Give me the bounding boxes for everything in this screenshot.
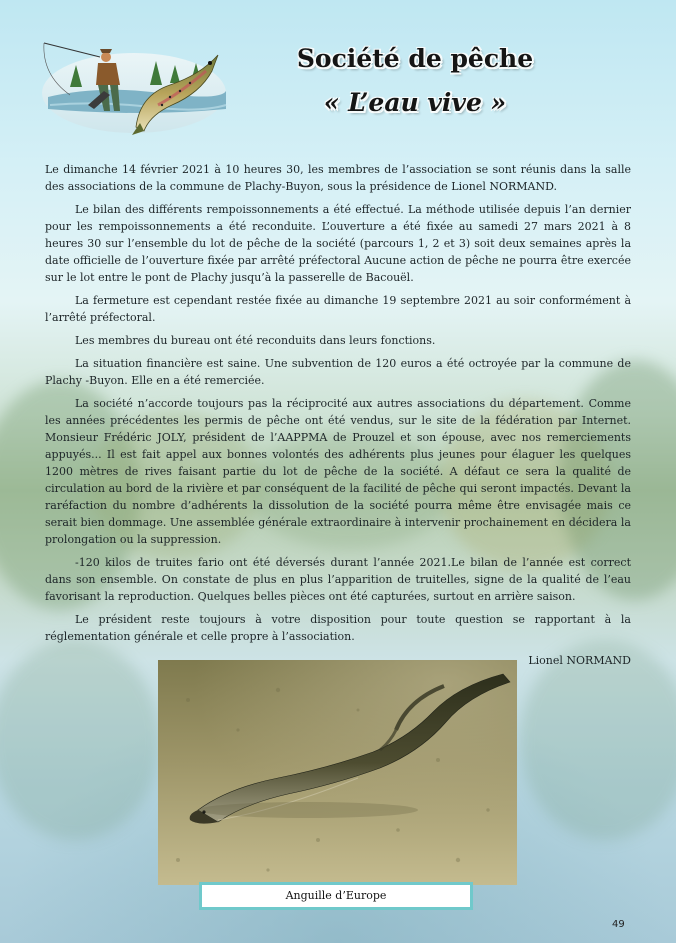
article-paragraph: La situation financière est saine. Une subvention de 120 euros a été octroyée par la commune de Plachy -Buyon. Elle en a été remerciée. [45, 357, 631, 387]
article-paragraph: La société n’accorde toujours pas la réciprocité aux autres associations du département. Comme les années précédentes les permis de pêche ont été vendus, sur le site de la fédération par Internet. Monsieur Frédéric JOLY, président de l’AAPPMA de Prouzel et son épouse, avec nos remerciements appuyés... Il est fait appel aux bonnes volontés des adhérents plus jeunes pour élaguer les quelques 1200 mètres de rives faisant partie du lot de pêche de la société. A défaut ce sera la qualité de circulation au bord de la rivière et par conséquent de la facilité de pêche qui seront impactés. Devant la raréfaction du nombre d’adhérents la dissolution de la société pourra même être envisagée mais ce serait bien dommage. Une assemblée générale extraordinaire à intervenir prochainement en décidera la prolongation ou la suppression. [45, 397, 631, 546]
page-subtitle: « L’eau vive » [323, 88, 507, 117]
page-number: 49 [612, 919, 625, 930]
background-reflection [520, 640, 676, 840]
fisherman-trout-logo [40, 35, 228, 137]
photo-caption: Anguille d’Europe [199, 882, 473, 910]
eel-photo [158, 660, 517, 885]
background-reflection [0, 640, 160, 840]
page-title: Société de pêche [296, 44, 534, 73]
article-paragraph: Le bilan des différents rempoissonnements a été effectué. La méthode utilisée depuis l’an dernier pour les rempoissonnements a été reconduite. L’ouverture a été fixée au samedi 27 mars 2021 à 8 heures 30 sur l’ensemble du lot de pêche de la société (parcours 1, 2 et 3) soit deux semaines après la date officielle de l’ouverture fixée par arrêté préfectoral Aucune action de pêche ne pourra être exercée sur le lot entre le pont de Plachy jusqu’à la passerelle de Bacouël. [45, 203, 631, 284]
signature: Lionel NORMAND [528, 654, 631, 667]
article-paragraph: La fermeture est cependant restée fixée au dimanche 19 septembre 2021 au soir conformément à l’arrêté préfectoral. [45, 294, 631, 324]
article-paragraph: Le président reste toujours à votre disposition pour toute question se rapportant à la réglementation générale et celle propre à l’association. [45, 613, 631, 643]
article-body [45, 161, 631, 651]
article-paragraph: Les membres du bureau ont été reconduits dans leurs fonctions. [75, 334, 436, 347]
article-paragraph: Le dimanche 14 février 2021 à 10 heures 30, les membres de l’association se sont réunis dans la salle des associations de la commune de Plachy-Buyon, sous la présidence de Lionel NORMAND. [45, 163, 631, 193]
article-paragraph: -120 kilos de truites fario ont été déversés durant l’année 2021.Le bilan de l’année est correct dans son ensemble. On constate de plus en plus l’apparition de truitelles, signe de la qualité de l’eau favorisant la reproduction. Quelques belles pièces ont été capturées, surtout en arrière saison. [45, 556, 631, 603]
